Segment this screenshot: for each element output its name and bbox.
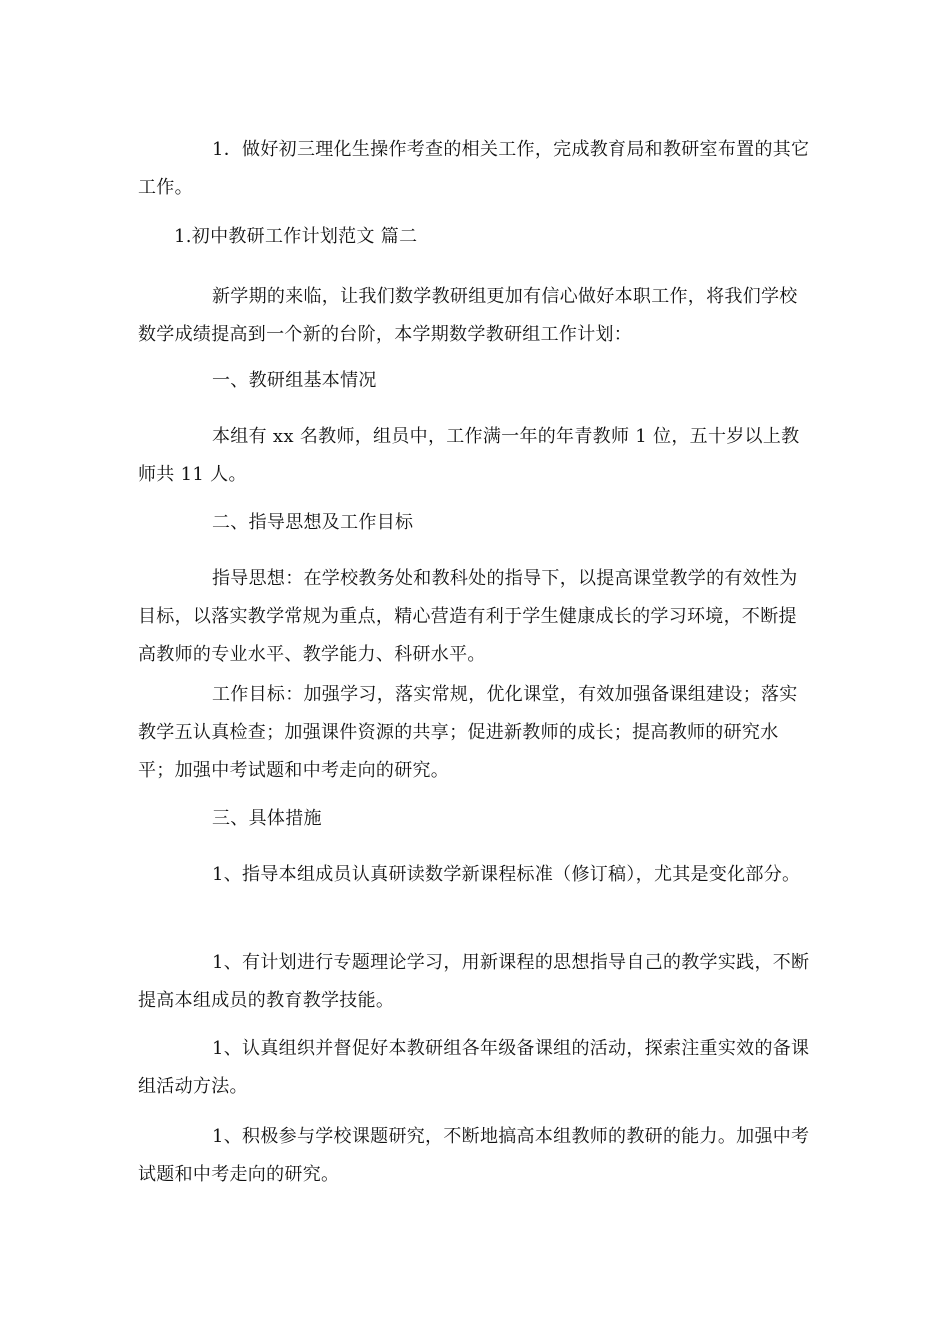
section-heading-1: 一、教研组基本情况 [212, 370, 377, 391]
paragraph-closing-item: 1．做好初三理化生操作考查的相关工作，完成教育局和教研室布置的其它工作。 [138, 139, 810, 198]
measure-item-1: 1、指导本组成员认真研读数学新课程标准（修订稿），尤其是变化部分。 [212, 864, 801, 885]
measure-item-3: 1、认真组织并督促好本教研组各年级备课组的活动，探索注重实效的备课组活动方法。 [138, 1038, 810, 1097]
paragraph-intro: 新学期的来临，让我们数学教研组更加有信心做好本职工作，将我们学校数学成绩提高到一个新的台阶，本学期数学教研组工作计划： [138, 286, 798, 345]
paragraph-group-info: 本组有 xx 名教师，组员中，工作满一年的年青教师 1 位，五十岁以上教师共 11 人。 [138, 426, 800, 485]
section-heading-2: 二、指导思想及工作目标 [212, 512, 414, 533]
section-heading-3: 三、具体措施 [212, 808, 322, 829]
measure-item-4: 1、积极参与学校课题研究，不断地搞高本组教师的教研的能力。加强中考试题和中考走向的研究。 [138, 1126, 810, 1185]
section-title: 1.初中教研工作计划范文 篇二 [174, 226, 418, 247]
measure-item-2: 1、有计划进行专题理论学习，用新课程的思想指导自己的教学实践，不断提高本组成员的教育教学技能。 [138, 952, 810, 1011]
paragraph-work-goals: 工作目标：加强学习，落实常规，优化课堂，有效加强备课组建设；落实教学五认真检查；加强课件资源的共享；促进新教师的成长；提高教师的研究水平；加强中考试题和中考走向的研究。 [138, 684, 798, 781]
paragraph-guiding-idea: 指导思想：在学校教务处和教科处的指导下，以提高课堂教学的有效性为目标，以落实教学常规为重点，精心营造有利于学生健康成长的学习环境，不断提高教师的专业水平、教学能力、科研水平。 [138, 568, 798, 665]
